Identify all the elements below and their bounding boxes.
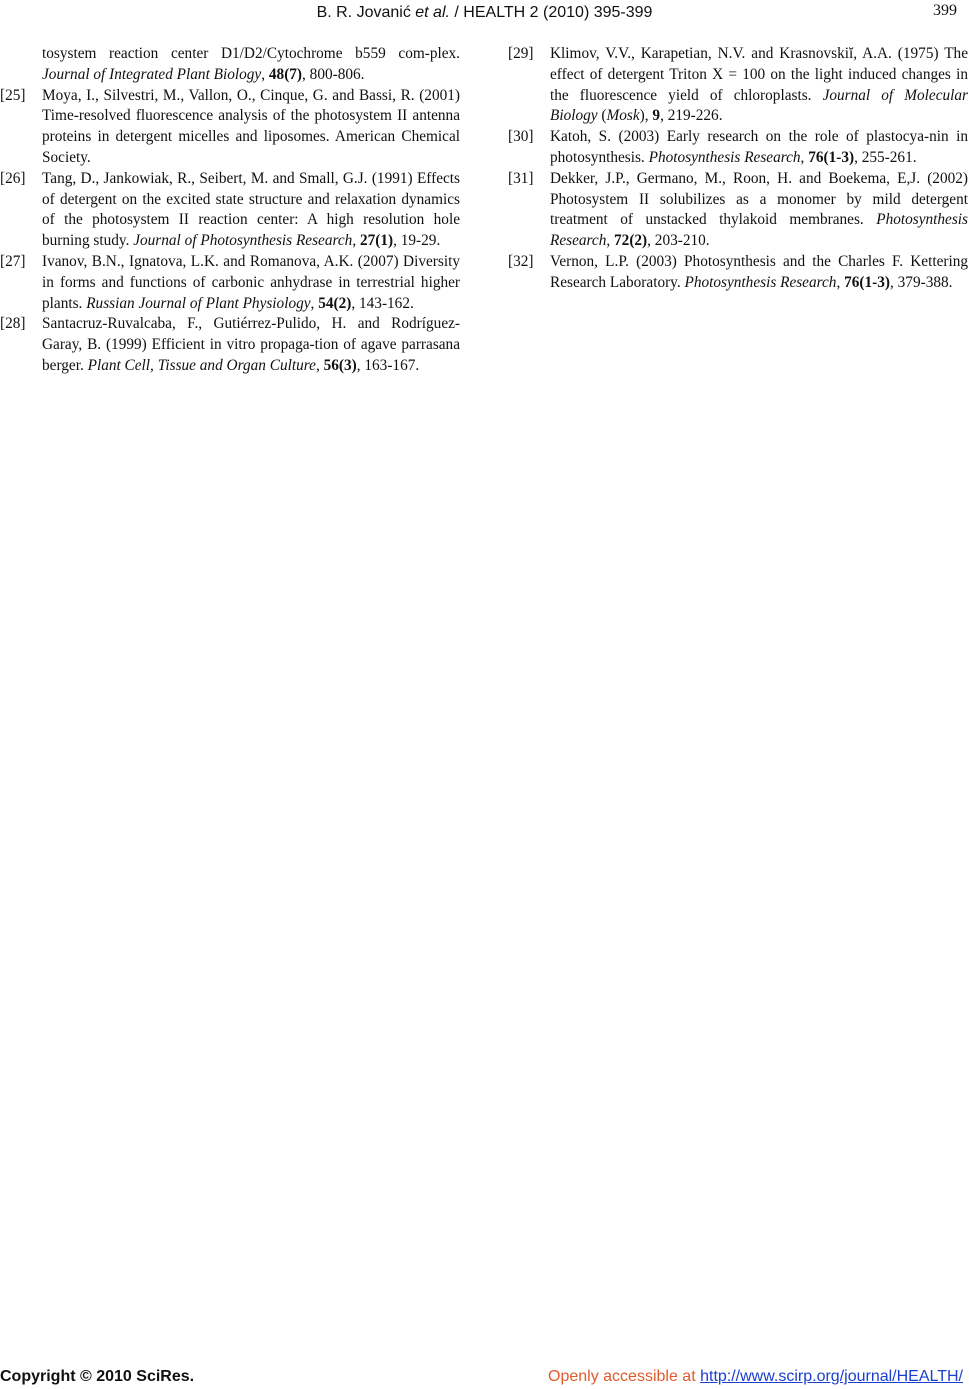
- reference-30: [30] Katoh, S. (2003) Early research on the role of plastocya-nin in photosynthesis. Photosynthesis Research, 76(1-3), 255-261.: [508, 128, 968, 166]
- reference-27: [27] Ivanov, B.N., Ignatova, L.K. and Romanova, A.K. (2007) Diversity in forms and functions of carbonic anhydrase in terrestrial higher plants. Russian Journal of Plant Physiology, 54(2), 143-162.: [0, 252, 460, 312]
- journal-name: Photosynthesis Research: [648, 148, 801, 166]
- reference-number: [29]: [508, 45, 534, 62]
- open-access-notice: Openly accessible at http://www.scirp.org/journal/HEALTH/: [548, 1368, 963, 1385]
- journal-name: Photosynthesis Research: [684, 273, 837, 291]
- reference-column-right: [508, 44, 968, 294]
- reference-column-left: [0, 44, 460, 377]
- running-head-authors: B. R. Jovanić: [316, 4, 416, 21]
- volume: 9: [652, 107, 661, 125]
- reference-24-continued: tosystem reaction center D1/D2/Cytochrome b559 com-plex. Journal of Integrated Plant Biology, 48(7), 800-806.: [42, 45, 460, 83]
- reference-number: [26]: [0, 169, 26, 187]
- journal-name: Journal of Integrated Plant Biology: [42, 65, 262, 83]
- journal-name: Photosynthesis Research: [550, 211, 968, 250]
- journal-name: Plant Cell, Tissue and Organ Culture: [87, 356, 316, 374]
- running-head-etal: et al.: [415, 4, 450, 21]
- reference-28: [28] Santacruz-Ruvalcaba, F., Gutiérrez-Pulido, H. and Rodríguez-Garay, B. (1999) Efficient in vitro propaga-tion of agave parrasana berger. Plant Cell, Tissue and Organ Culture, 56(3), 163-167.: [0, 315, 460, 374]
- running-head-journal: / HEALTH 2 (2010) 395-399: [449, 4, 653, 21]
- volume: 72(2): [614, 232, 648, 250]
- reference-31: [31] Dekker, J.P., Germano, M., Roon, H. and Boekema, E,J. (2002) Photosystem II solubilizes as a monomer by mild detergent treatment of unstacked thylakoid membranes. Photosynthesis Research, 72(2), 203-210.: [508, 169, 968, 250]
- reference-25: [25] Moya, I., Silvestri, M., Vallon, O., Cinque, G. and Bassi, R. (2001) Time-resolved fluorescence analysis of the photosystem II antenna proteins in detergent micelles and liposomes. American Chemical Society.: [0, 86, 460, 166]
- reference-number: [27]: [0, 252, 26, 270]
- reference-number: [28]: [0, 315, 26, 333]
- page-footer: [0, 1366, 969, 1388]
- page-header: [0, 2, 969, 24]
- reference-26: [26] Tang, D., Jankowiak, R., Seibert, M. and Small, G.J. (1991) Effects of detergent on the excited state structure and relaxation dynamics of the photosystem II reaction center: A high resolution hole burning study. Journal of Photosynthesis Research, 27(1), 19-29.: [0, 169, 460, 250]
- volume: 76(1-3): [844, 273, 890, 291]
- volume: 56(3): [323, 356, 357, 374]
- volume: 76(1-3): [808, 148, 855, 166]
- volume: 27(1): [359, 232, 394, 250]
- running-head: [0, 4, 969, 22]
- page-number: 399: [933, 2, 957, 19]
- reference-32: [32] Vernon, L.P. (2003) Photosynthesis and the Charles F. Kettering Research Laboratory. Photosynthesis Research, 76(1-3), 379-388.: [508, 252, 968, 291]
- reference-29: [29] Klimov, V.V., Karapetian, N.V. and Krasnovskiĭ, A.A. (1975) The effect of detergent Triton X = 100 on the light induced changes in the fluorescence yield of chloroplasts. Journal of Molecular Biology (Mosk), 9, 219-226.: [508, 45, 968, 125]
- journal-name: Journal of Photosynthesis Research: [133, 232, 353, 250]
- journal-url-link[interactable]: http://www.scirp.org/journal/HEALTH/: [700, 1368, 963, 1385]
- journal-abbrev: Mosk: [606, 107, 640, 125]
- copyright-notice: Copyright © 2010 SciRes.: [0, 1368, 195, 1385]
- volume: 48(7): [268, 65, 303, 83]
- journal-name: Russian Journal of Plant Physiology: [86, 294, 311, 312]
- volume: 54(2): [318, 294, 352, 312]
- reference-number: [32]: [508, 252, 534, 270]
- reference-number: [25]: [0, 86, 26, 104]
- journal-name: Journal of Molecular Biology: [550, 86, 968, 125]
- reference-number: [31]: [508, 169, 534, 187]
- reference-number: [30]: [508, 128, 534, 146]
